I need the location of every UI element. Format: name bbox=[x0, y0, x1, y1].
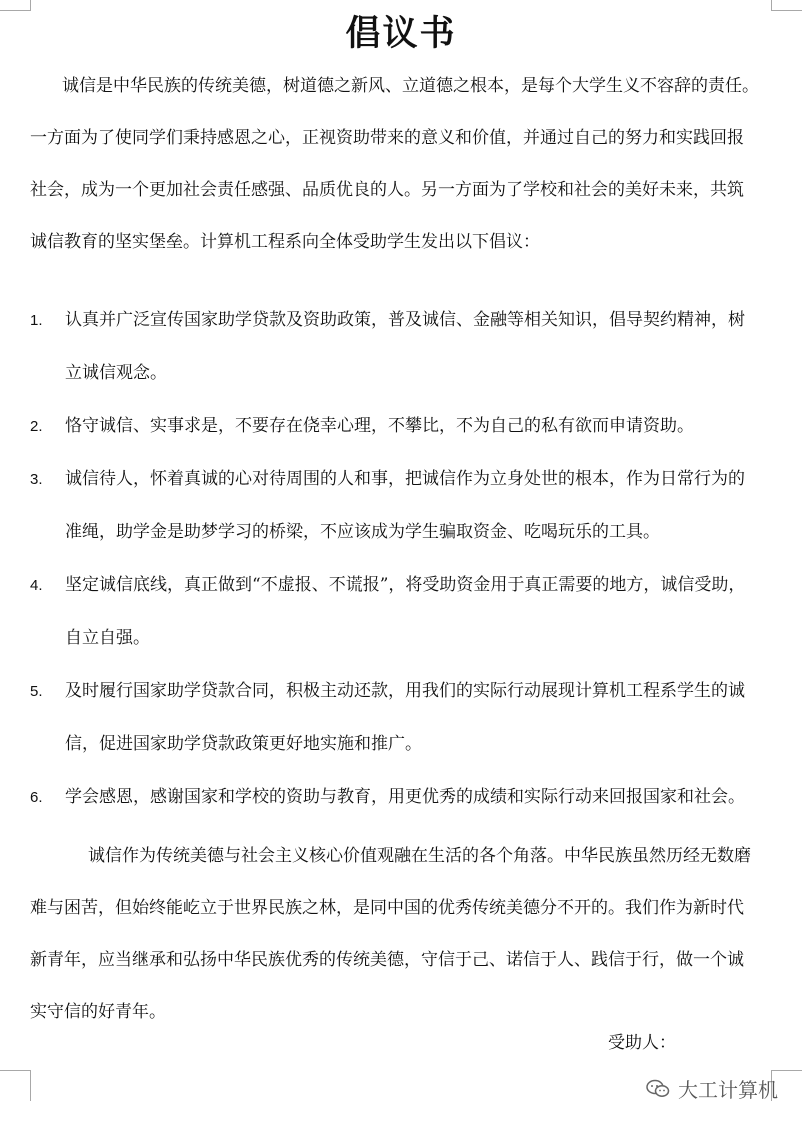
list-item-number: 2. bbox=[30, 418, 43, 435]
list-item-number: 3. bbox=[30, 471, 43, 488]
list-item bbox=[30, 665, 772, 771]
list-item-line: 立诚信观念。 bbox=[65, 363, 167, 383]
list-item-line: 诚信待人，怀着真诚的心对待周围的人和事，把诚信作为立身处世的根本，作为日常行为的 bbox=[65, 469, 745, 489]
watermark bbox=[646, 1074, 778, 1103]
list-item-line: 及时履行国家助学贷款合同，积极主动还款，用我们的实际行动展现计算机工程系学生的诚 bbox=[65, 681, 745, 701]
list-item bbox=[30, 294, 772, 400]
list-item bbox=[30, 453, 772, 559]
closing-line: 实守信的好青年。 bbox=[30, 1002, 166, 1022]
intro-paragraph bbox=[30, 60, 772, 268]
intro-line: 诚信教育的坚实堡垒。计算机工程系向全体受助学生发出以下倡议： bbox=[30, 232, 540, 252]
list-item bbox=[30, 400, 772, 453]
document-title: 倡议书 bbox=[345, 14, 457, 54]
intro-line: 社会，成为一个更加社会责任感强、品质优良的人。另一方面为了学校和社会的美好未来，共筑 bbox=[30, 180, 744, 200]
closing-line: 新青年，应当继承和弘扬中华民族优秀的传统美德，守信于己、诺信于人、践信于行，做一个诚 bbox=[30, 950, 744, 970]
list-item-line: 信，促进国家助学贷款政策更好地实施和推广。 bbox=[65, 734, 422, 754]
closing-paragraph bbox=[30, 830, 772, 1038]
list-item-number: 1. bbox=[30, 312, 43, 329]
list-item bbox=[30, 771, 772, 824]
list-item-number: 4. bbox=[30, 577, 43, 594]
list-item-line: 认真并广泛宣传国家助学贷款及资助政策，普及诚信、金融等相关知识，倡导契约精神，树 bbox=[65, 310, 745, 330]
list-item-line: 自立自强。 bbox=[65, 628, 150, 648]
list-item-number: 6. bbox=[30, 789, 43, 806]
closing-line: 难与困苦，但始终能屹立于世界民族之林，是同中国的优秀传统美德分不开的。我们作为新时代 bbox=[30, 898, 744, 918]
crop-mark-bottom-left bbox=[0, 1070, 31, 1101]
list-item-line: 学会感恩，感谢国家和学校的资助与教育，用更优秀的成绩和实际行动来回报国家和社会。 bbox=[65, 787, 745, 807]
list-item-number: 5. bbox=[30, 683, 43, 700]
wechat-icon bbox=[646, 1079, 670, 1099]
closing-line: 诚信作为传统美德与社会主义核心价值观融在生活的各个角落。中华民族虽然历经无数磨 bbox=[88, 846, 751, 866]
proposal-list bbox=[30, 294, 772, 824]
list-item-line: 恪守诚信、实事求是，不要存在侥幸心理，不攀比，不为自己的私有欲而申请资助。 bbox=[65, 416, 694, 436]
list-item-line: 准绳，助学金是助梦学习的桥梁，不应该成为学生骗取资金、吃喝玩乐的工具。 bbox=[65, 522, 660, 542]
list-item bbox=[30, 559, 772, 665]
watermark-text: 大工计算机 bbox=[678, 1078, 778, 1102]
intro-line: 一方面为了使同学们秉持感恩之心，正视资助带来的意义和价值，并通过自己的努力和实践回报 bbox=[30, 128, 744, 148]
signature-label: 受助人： bbox=[608, 1033, 676, 1053]
list-item-line: 坚定诚信底线，真正做到“不虚报、不谎报”，将受助资金用于真正需要的地方，诚信受助， bbox=[65, 575, 746, 595]
intro-line: 诚信是中华民族的传统美德，树道德之新风、立道德之根本，是每个大学生义不容辞的责任。 bbox=[62, 76, 759, 96]
